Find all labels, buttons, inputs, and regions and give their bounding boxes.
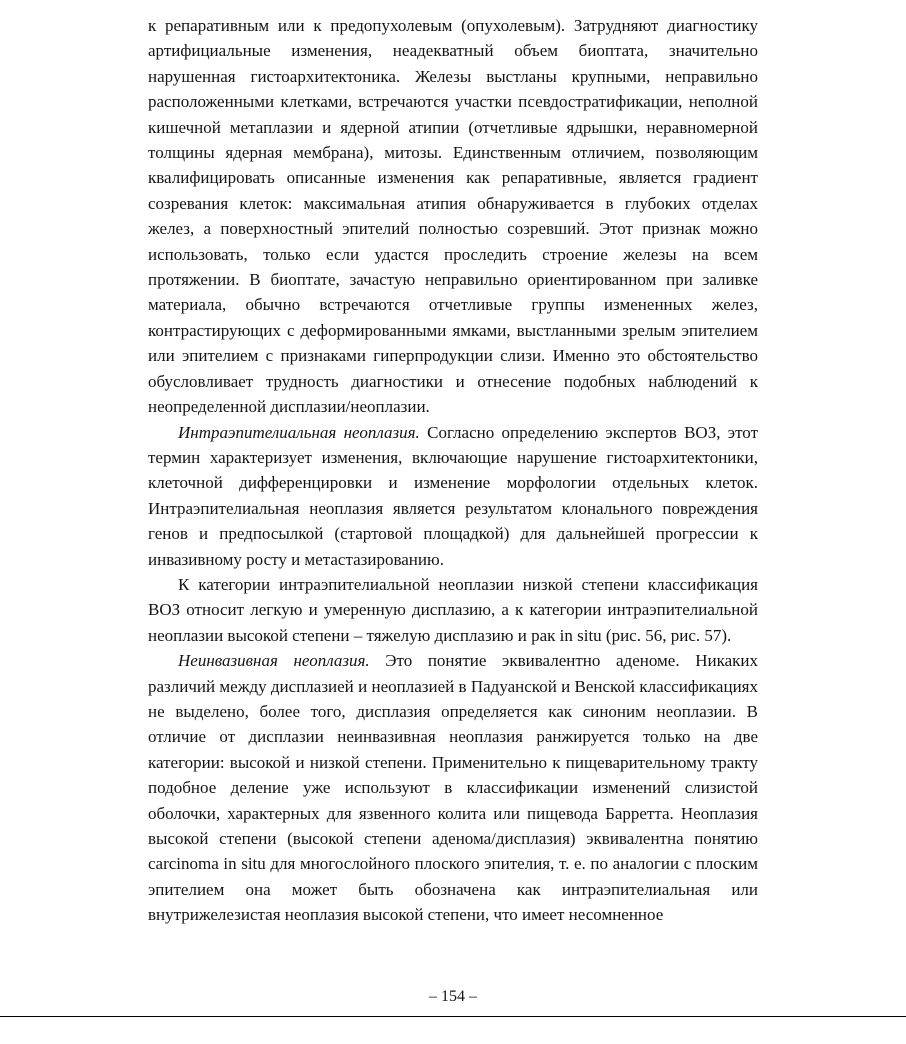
paragraph-4-text: Это понятие эквивалентно аденоме. Никаких различий между дисплазией и неоплазией в Падуанской и Венской классификациях не выделено, более того, дисплазия определяется как синоним неоплазии. В отличие от дисплазии неинвазивная неоплазия ранжируется только на две категории: высокой и низкой степени. Применительно к пищеварительному тракту подобное деление уже используют в классификации изменений слизистой оболочки, характерных для язвенного колита или пищевода Барретта. Неоплазия высокой степени (высокой степени аденома/дисплазия) эквивалентна понятию carcinoma in situ для многослойного плоского эпителия, т. е. по аналогии с плоским эпителием она может быть обозначена как интраэпителиальная или внутрижелезистая неоплазия высокой степени, что имеет несомненное [148, 651, 758, 925]
paragraph-2-term: Интраэпителиальная неоплазия. [178, 422, 420, 442]
paragraph-2-text: Согласно определению экспертов ВОЗ, этот термин характеризует изменения, включающие нарушение гистоархитектоники, клеточной дифференцировки и изменение морфологии отдельных клеток. Интраэпителиальная неоплазия является результатом клонального повреждения генов и предпосылкой (стартовой площадкой) для дальнейшей прогрессии к инвазивному росту и метастазированию. [148, 422, 758, 569]
body-text [148, 13, 758, 928]
paragraph-1-text: к репаративным или к предопухолевым (опухолевым). Затрудняют диагностику артифициальные изменения, неадекватный объем биоптата, значительно нарушенная гистоархитектоника. Железы выстланы крупными, неправильно расположенными клетками, встречаются участки псевдостратификации, неполной кишечной метаплазии и ядерной атипии (отчетливые ядрышки, неравномерной толщины ядерная мембрана), митозы. Единственным отличием, позволяющим квалифицировать описанные изменения как репаративные, является градиент созревания клеток: максимальная атипия обнаруживается в глубоких отделах желез, а поверхностный эпителий полностью созревший. Этот признак можно использовать, только если удастся проследить строение железы на всем протяжении. В биоптате, зачастую неправильно ориентированном при заливке материала, обычно встречаются отчетливые группы измененных желез, контрастирующих с деформированными ямками, выстланными зрелым эпителием или эпителием с признаками гиперпродукции слизи. Именно это обстоятельство обусловливает трудность диагностики и отнесение подобных наблюдений к неопределенной дисплазии/неоплазии. [148, 16, 758, 417]
paragraph-4 [148, 648, 758, 927]
paragraph-4-term: Неинвазивная неоплазия. [178, 651, 370, 671]
page-number: – 154 – [429, 988, 477, 1005]
bottom-divider [0, 1016, 906, 1017]
paragraph-3-text: К категории интраэпителиальной неоплазии низкой степени классификация ВОЗ относит легкую и умеренную дисплазию, а к категории интраэпителиальной неоплазии высокой степени – тяжелую дисплазию и рак in situ (рис. 56, рис. 57). [148, 574, 758, 645]
paragraph-3 [148, 572, 758, 648]
paragraph-1 [148, 13, 758, 420]
paragraph-2 [148, 420, 758, 572]
